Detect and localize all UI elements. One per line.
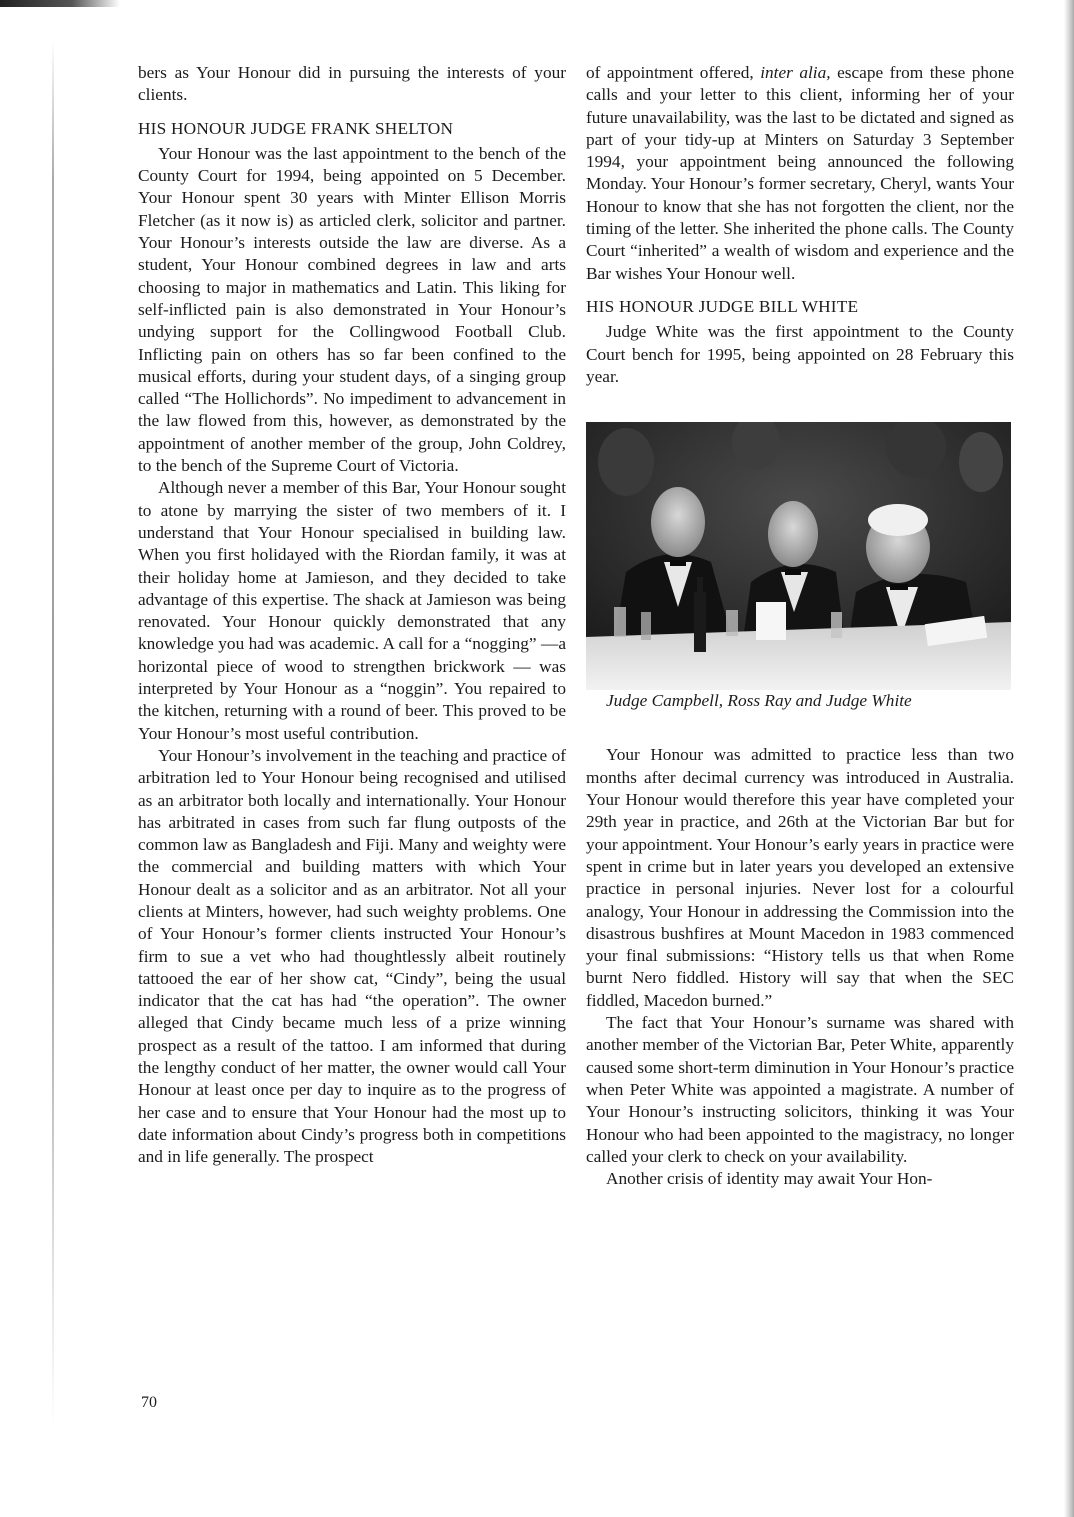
body-paragraph: Your Honour was the last appointment to the bench of the County Court for 1994, being appointed on 5 December. Your Honour spent 30 years with Minter Ellison Morris Fletcher (as it now is) as articled clerk, solicitor and partner. Your Honour’s interests outside the law are diverse. As a student, Your Honour combined degrees in law and arts choosing to major in mathematics and Latin. This liking for self-inflicted pain is also demonstrated in Your Honour’s undying support for the Collingwood Football Club. Inflicting pain on others has so far been confined to the musical efforts, during your student days, of a singing group called “The Hollichords”. No impediment to advancement in the law flowed from this, however, as demonstrated by the appointment of another member of the group, John Coldrey, to the bench of the Supreme Court of Victoria.: [138, 143, 566, 476]
continuation-text: of appointment offered,: [586, 63, 761, 82]
left-column: [138, 62, 566, 1169]
right-column: [586, 62, 1014, 1190]
scan-shadow-top-left: [0, 0, 120, 7]
page-number: 70: [141, 1394, 157, 1411]
continuation-paragraph: bers as Your Honour did in pursuing the interests of your clients.: [138, 63, 566, 105]
scan-gutter-line: [52, 40, 54, 1430]
section-heading-shelton: HIS HONOUR JUDGE FRANK SHELTON: [138, 118, 454, 138]
section-heading-white: HIS HONOUR JUDGE BILL WHITE: [586, 296, 859, 316]
scan-shadow-right: [1064, 0, 1074, 1517]
body-paragraph: Your Honour’s involvement in the teaching and practice of arbitration led to Your Honour being recognised and utilised as an arbitrator both locally and internationally. Your Honour has arbitrated in cases from such far flung outposts of the common law as Bangladesh and Fiji. Many and weighty were the commercial and building matters with which Your Honour dealt as a solicitor and as an arbitrator. Not all your clients at Minters, however, had such weighty problems. One of Your Honour’s former clients instructed Your Honour’s firm to sue a vet who had thoughtlessly albeit routinely tattooed the ear of her show cat, “Cindy”, being the usual indicator that the cat has had “the operation”. The owner alleged that Cindy became much less of a prize winning prospect as a result of the tattoo. I am informed that during the lengthy conduct of her matter, the owner would call Your Honour at least once per day to inquire as to the progress of her case and to ensure that Your Honour had the most up to date information about Cindy’s progress both in competitions and in life generally. The prospect: [138, 745, 566, 1167]
latin-phrase: inter alia,: [760, 63, 831, 82]
photo-dinner-judges: [586, 422, 1011, 690]
body-paragraph: Your Honour was admitted to practice less than two months after decimal currency was introduced in Australia. Your Honour would therefore this year have completed your 29th year in practice, and 26th at the Victorian Bar but for your appointment. Your Honour’s early years in practice were spent in crime but in later years you developed an extensive practice in personal injuries. Never lost for a colourful analogy, Your Honour in addressing the Commission into the disastrous bushfires at Mount Macedon in 1983 commenced your final submissions: “History tells us that when Rome burnt Nero fiddled. History will say that when the SEC fiddled, Macedon burned.”: [586, 745, 1014, 1010]
body-paragraph: Another crisis of identity may await Your Hon-: [606, 1169, 933, 1189]
photo-caption: Judge Campbell, Ross Ray and Judge White: [606, 691, 912, 711]
body-paragraph: Although never a member of this Bar, Your Honour sought to atone by marrying the sister of two members of it. I understand that Your Honour specialised in building law. When you first holidayed with the Riordan family, it was at their holiday home at Jamieson, and they decided to take advantage of this expertise. The shack at Jamieson was being renovated. Your Honour quickly demonstrated that any knowledge you had was academic. A call for a “nogging” —a horizontal piece of wood to strengthen brickwork — was interpreted by Your Honour as a “noggin”. You repaired to the kitchen, returning with a round of beer. This proved to be Your Honour’s most useful contribution.: [138, 478, 566, 743]
intro-paragraph: Judge White was the first appointment to the County Court bench for 1995, being appointed on 28 February this year.: [586, 322, 1014, 386]
continuation-paragraph: [586, 62, 1014, 285]
post-photo-text: [586, 744, 1014, 1190]
body-paragraph: The fact that Your Honour’s surname was shared with another member of the Victorian Bar, Peter White, apparently caused some short-term diminution in Your Honour’s practice when Peter White was appointed a magistrate. A number of Your Honour’s instructing solicitors, thinking it was Your Honour who had been appointed to the magistracy, no longer called your clerk to check on your availability.: [586, 1013, 1014, 1166]
photo-figure: [586, 422, 1014, 690]
continuation-text-rest: escape from these phone calls and your letter to this client, informing her of your future unavailability, was the last to be dictated and signed as part of your tidy-up at Minters on Saturday 3 September 1994, your appointment being announced the following Monday. Your Honour’s former secretary, Cheryl, wants Your Honour to know that she has not forgotten the client, nor the timing of the letter. She inherited the phone calls. The County Court “inherited” a wealth of wisdom and experience and the Bar wishes Your Honour well.: [586, 63, 1014, 283]
